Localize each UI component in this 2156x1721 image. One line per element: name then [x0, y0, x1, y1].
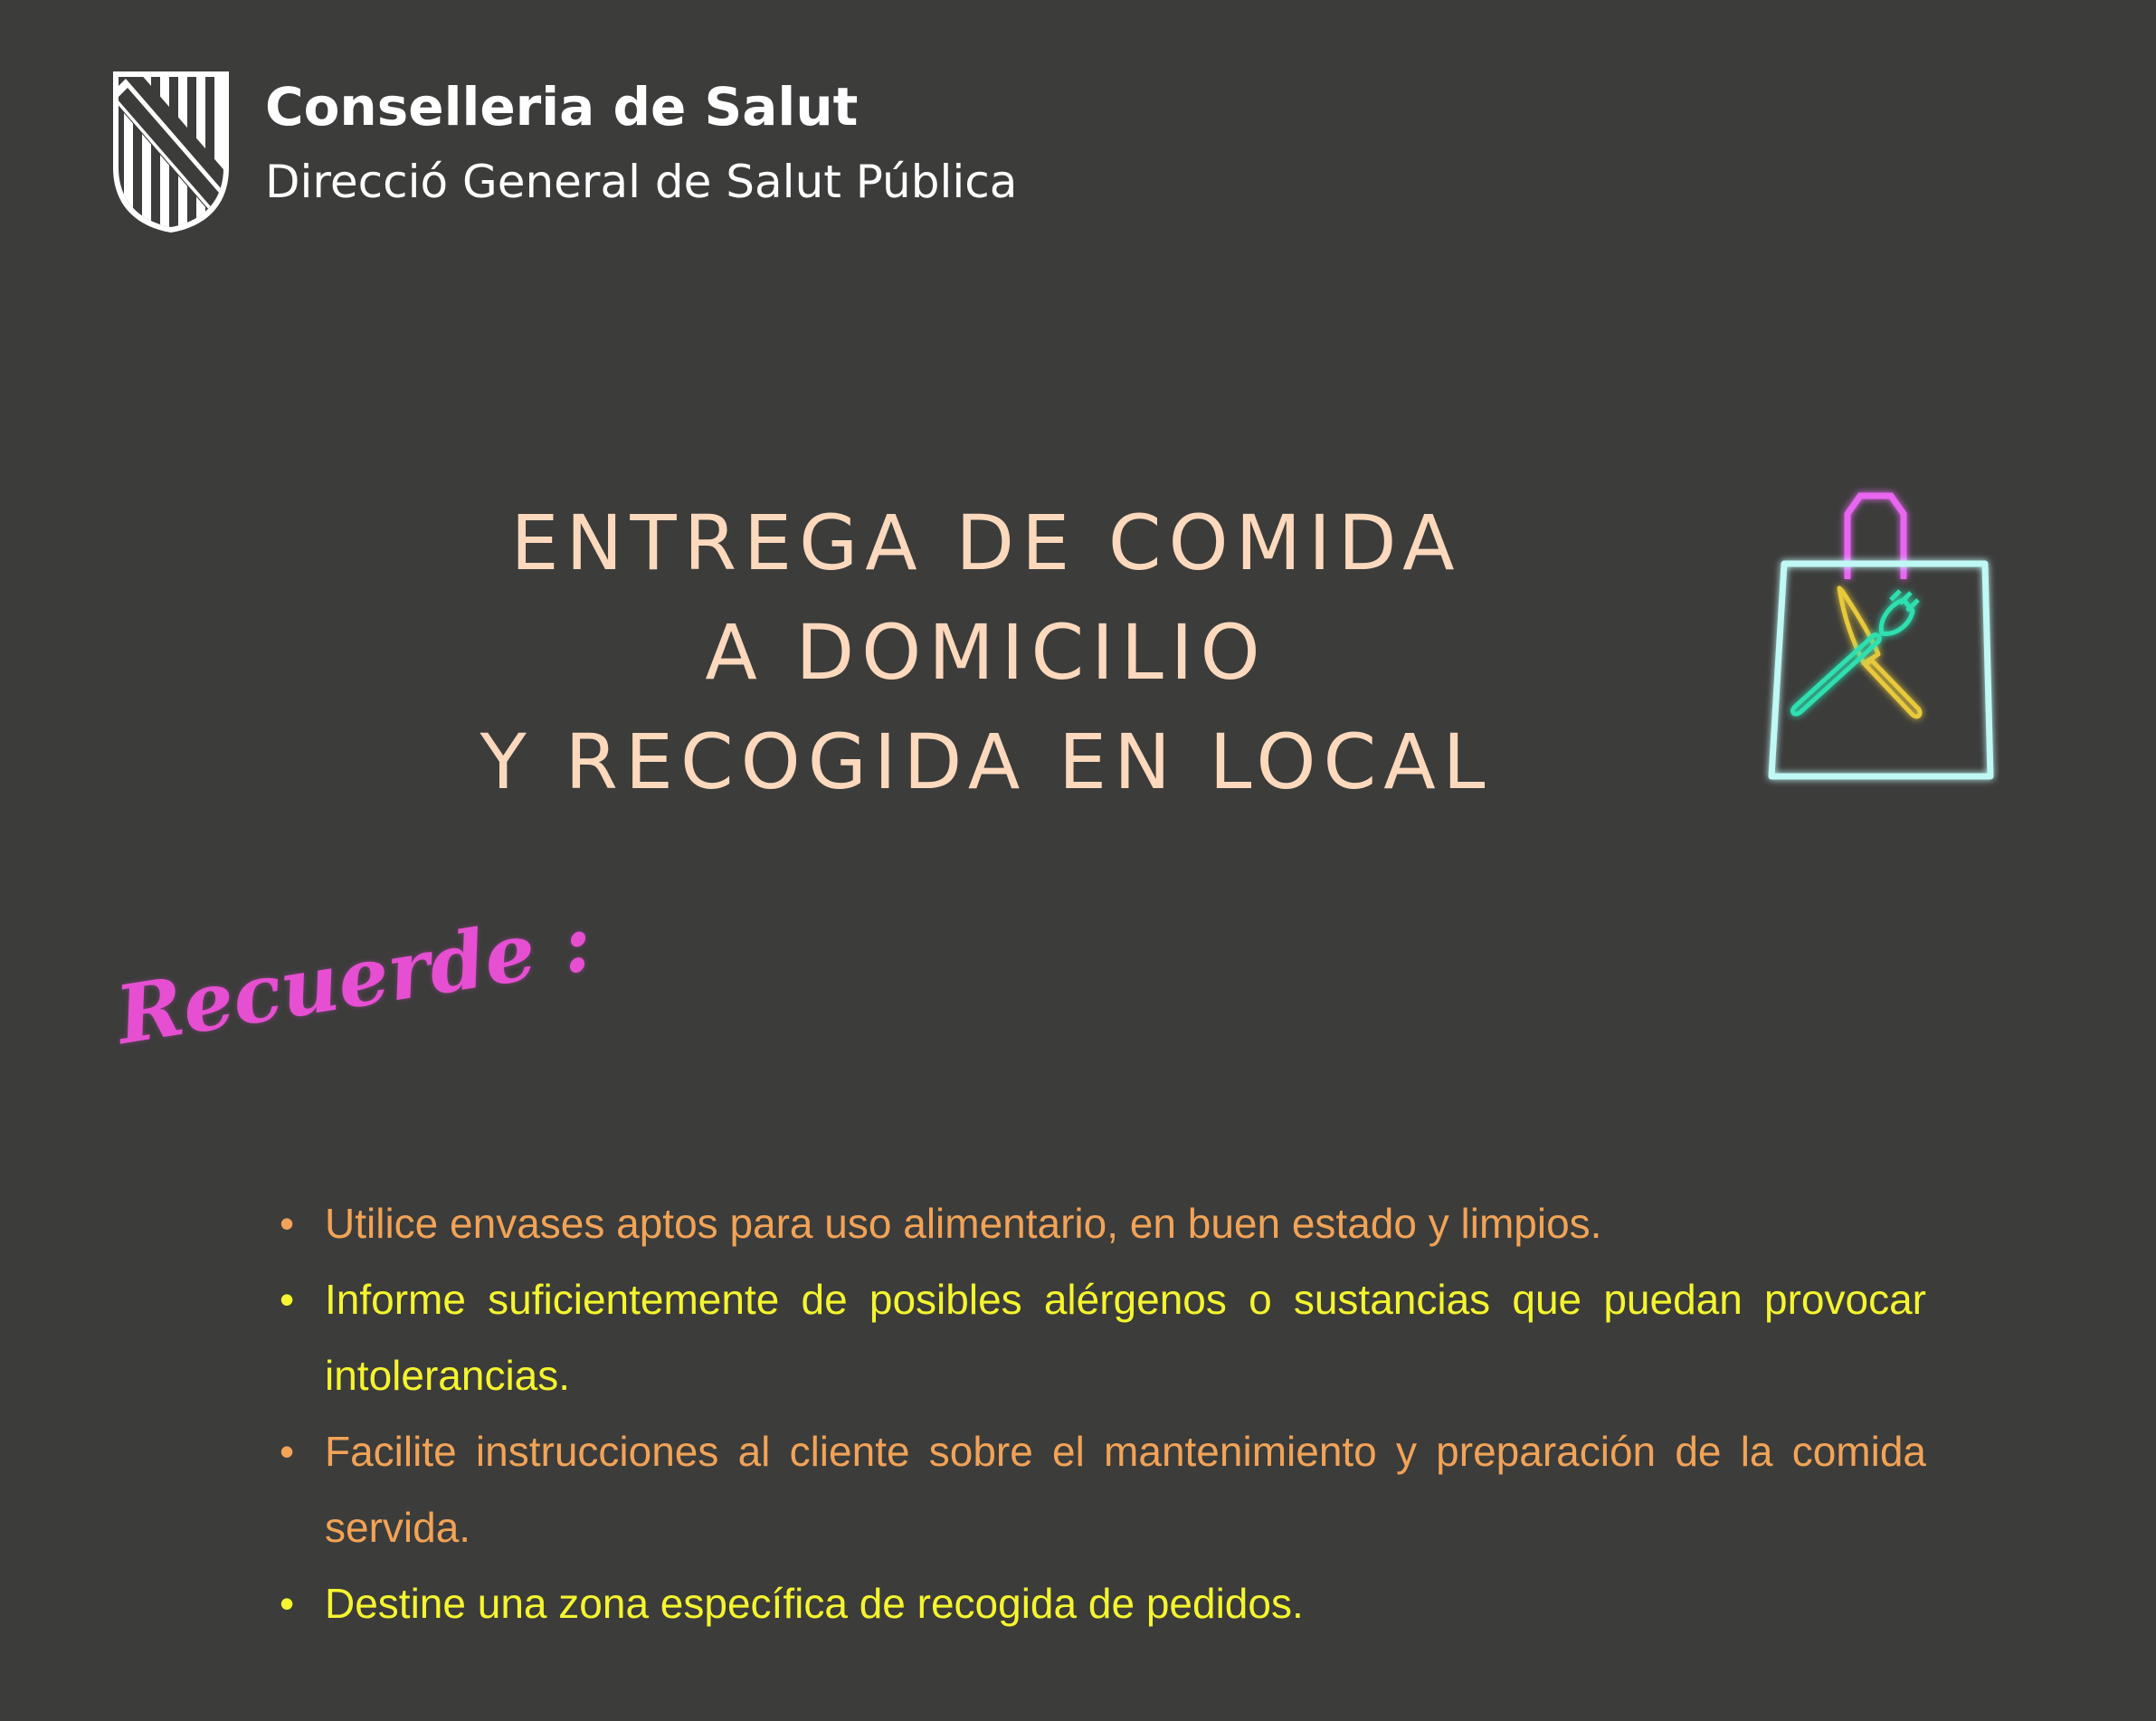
title-line-2: A DOMICILIO	[705, 608, 1268, 697]
organization-subtitle: Direcció General de Salut Pública	[265, 156, 1018, 208]
neon-shopping-bag-cutlery-icon	[1755, 484, 1999, 792]
bullet-icon: •	[280, 1276, 295, 1323]
reminder-list	[274, 1185, 1926, 1641]
list-item	[274, 1185, 1926, 1261]
balearic-coat-of-arms-icon	[109, 68, 233, 233]
list-item-text: Destine una zona específica de recogida de pedidos.	[325, 1580, 1304, 1627]
bullet-icon: •	[280, 1200, 295, 1247]
title-line-1: ENTREGA DE COMIDA	[510, 499, 1462, 587]
reminder-heading: Recuerde :	[109, 894, 599, 1062]
list-item-text: Informe suficientemente de posibles alérgenos o sustancias que puedan provocar intolerancias.	[325, 1276, 1926, 1399]
title-line-3: Y RECOGIDA EN LOCAL	[480, 718, 1493, 806]
list-item	[274, 1261, 1926, 1413]
organization-name: Conselleria de Salut	[265, 76, 859, 138]
bullet-icon: •	[280, 1580, 295, 1627]
list-item-text: Utilice envases aptos para uso alimentario, en buen estado y limpios.	[325, 1200, 1602, 1247]
list-item	[274, 1413, 1926, 1565]
list-item-text: Facilite instrucciones al cliente sobre el mantenimiento y preparación de la comida servida.	[325, 1428, 1926, 1551]
list-item	[274, 1565, 1926, 1641]
bullet-icon: •	[280, 1428, 295, 1475]
page-title	[271, 489, 1701, 817]
